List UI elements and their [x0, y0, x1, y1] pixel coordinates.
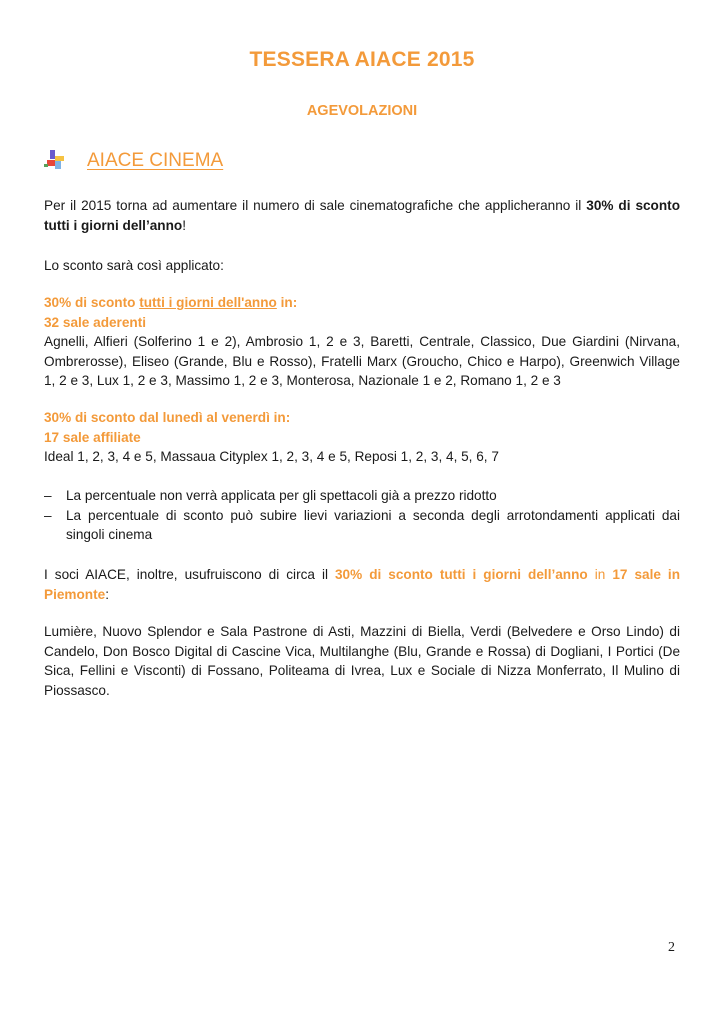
note-item	[44, 506, 680, 545]
piemonte-end: :	[105, 586, 109, 602]
dash-bullet: –	[44, 488, 52, 503]
group1-label-b: in:	[276, 295, 298, 310]
group2-block	[44, 408, 680, 467]
page-number: 2	[668, 940, 675, 955]
intro-bold: 30% di sconto tutti i giorni dell’anno	[44, 198, 680, 233]
piemonte-cinema-list: Lumière, Nuovo Splendor e Sala Pastrone di Asti, Mazzini di Biella, Verdi (Belvedere e Orso Lindo) di Candelo, Don Bosco Digital di Cascine Vica, Multilanghe (Blu, Grande e Rossa) di Dogliani, I Portici (De Sica, Fellini e Visconti) di Fossano, Politeama di Ivrea, Lux e Sociale di Nizza Monferrato, Il Mulino di Piossasco.	[44, 624, 680, 698]
page-title: TESSERA AIACE 2015	[249, 48, 475, 71]
group1-list: Agnelli, Alfieri (Solferino 1 e 2), Ambrosio 1, 2 e 3, Baretti, Centrale, Classico, Due Giardini (Nirvana, Ombrerosse), Eliseo (Grande, Blu e Rosso), Fratelli Marx (Groucho, Chico e Harpo), Greenwich Village 1, 2 e 3, Lux 1, 2 e 3, Massimo 1, 2 e 3, Monterosa, Nazionale 1 e 2, Romano 1, 2 e 3	[44, 334, 680, 388]
intro-end: !	[182, 217, 186, 233]
section-heading: AIACE CINEMA	[87, 150, 224, 171]
notes-list	[44, 486, 680, 545]
group2-label: 30% di sconto dal lunedì al venerdì in:	[44, 410, 291, 425]
dash-bullet: –	[44, 507, 52, 523]
piemonte-text: I soci AIACE, inoltre, usufruiscono di circa il	[44, 567, 335, 582]
note-text: La percentuale di sconto può subire lievi variazioni a seconda degli arrotondamenti applicati dai singoli cinema	[66, 507, 680, 542]
note-item	[44, 486, 680, 506]
group2-list: Ideal 1, 2, 3, 4 e 5, Massaua Cityplex 1, 2, 3, 4 e 5, Reposi 1, 2, 3, 4, 5, 6, 7	[44, 449, 499, 464]
group1-count: 32 sale aderenti	[44, 314, 147, 330]
colored-squares-bullet-icon	[44, 150, 68, 172]
note-text: La percentuale non verrà applicata per gli spettacoli già a prezzo ridotto	[66, 488, 497, 503]
group1-block	[44, 293, 680, 391]
intro-paragraph	[44, 196, 680, 235]
group1-label-underline: tutti i giorni dell'anno	[139, 295, 277, 310]
intro-text: Per il 2015 torna ad aumentare il numero di sale cinematografiche che applicheranno il	[44, 198, 587, 213]
applied-line: Lo sconto sarà così applicato:	[44, 258, 224, 273]
piemonte-count: 17 sale in Piemonte	[44, 567, 680, 602]
piemonte-mid: in	[587, 567, 613, 582]
group2-count: 17 sale affiliate	[44, 429, 141, 445]
piemonte-highlight: 30% di sconto tutti i giorni dell’anno	[335, 567, 588, 582]
group1-label	[44, 293, 680, 313]
page-subtitle: AGEVOLAZIONI	[306, 103, 418, 119]
piemonte-paragraph	[44, 565, 680, 604]
group1-label-a: 30% di sconto	[44, 295, 140, 310]
